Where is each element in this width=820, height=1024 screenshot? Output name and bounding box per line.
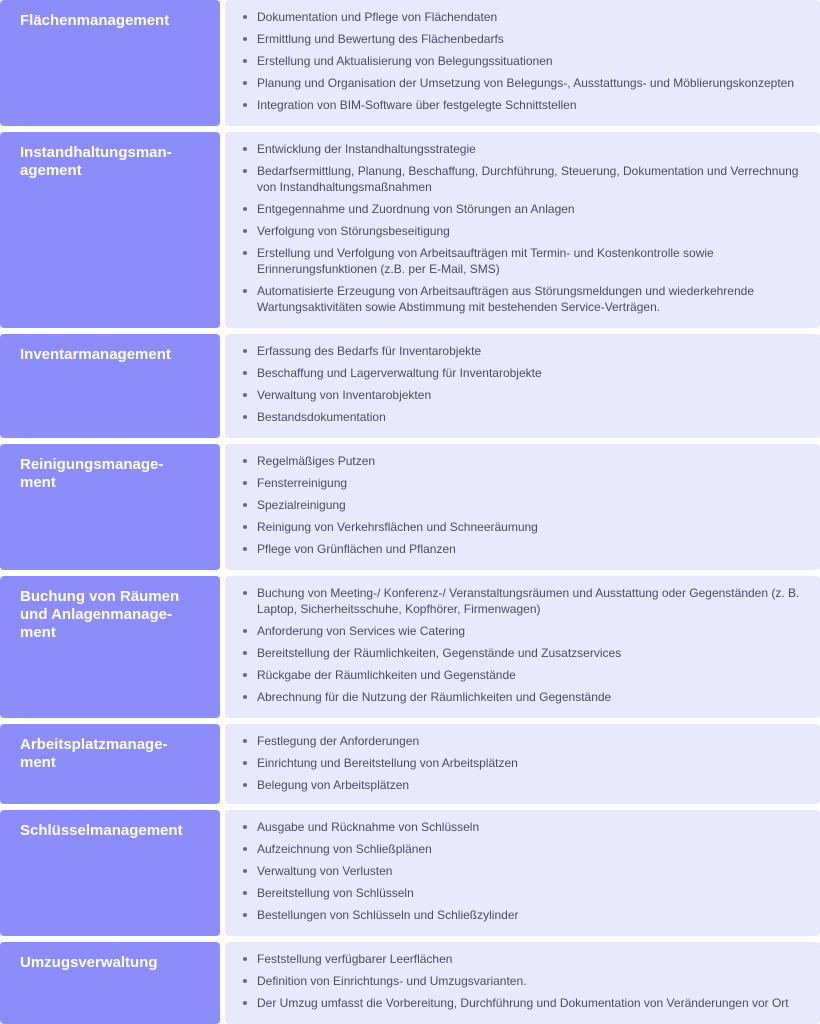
section-title: Reinigungsmanage- ment [0,444,220,570]
list-item: Dokumentation und Pflege von Flächendaten [237,9,810,25]
list-item: Entgegennahme und Zuordnung von Störungen an Anlagen [237,201,810,217]
section-title: Instandhaltungsman- agement [0,132,220,328]
section-row-flaechenmanagement [0,0,820,126]
list-item: Aufzeichnung von Schließplänen [237,841,810,857]
list-item: Integration von BIM-Software über festgelegte Schnittstellen [237,97,810,113]
list-item: Abrechnung für die Nutzung der Räumlichkeiten und Gegenstände [237,689,810,705]
section-title: Inventarmanagement [0,334,220,438]
section-row-arbeitsplatz [0,724,820,804]
section-row-inventar [0,334,820,438]
list-item: Erstellung und Verfolgung von Arbeitsaufträgen mit Termin- und Kostenkontrolle sowie Erinnerungsfunktionen (z.B. per E-Mail, SMS) [237,245,810,277]
list-item: Fensterreinigung [237,475,810,491]
list-item: Bestellungen von Schlüsseln und Schließzylinder [237,907,810,923]
list-item: Ausgabe und Rücknahme von Schlüsseln [237,819,810,835]
list-item: Beschaffung und Lagerverwaltung für Inventarobjekte [237,365,810,381]
section-items [225,334,820,438]
list-item: Verwaltung von Verlusten [237,863,810,879]
list-item: Pflege von Grünflächen und Pflanzen [237,541,810,557]
list-item: Festlegung der Anforderungen [237,733,810,749]
section-title: Arbeitsplatzmanage- ment [0,724,220,804]
section-items [225,132,820,328]
section-row-umzug [0,942,820,1024]
section-title: Flächenmanagement [0,0,220,126]
list-item: Feststellung verfügbarer Leerflächen [237,951,810,967]
section-items [225,810,820,936]
section-row-schluessel [0,810,820,936]
list-item: Reinigung von Verkehrsflächen und Schneeräumung [237,519,810,535]
list-item: Verwaltung von Inventarobjekten [237,387,810,403]
section-title: Buchung von Räumen und Anlagenmanage- ment [0,576,220,718]
list-item: Bereitstellung von Schlüsseln [237,885,810,901]
section-row-reinigung [0,444,820,570]
list-item: Entwicklung der Instandhaltungsstrategie [237,141,810,157]
list-item: Planung und Organisation der Umsetzung von Belegungs-, Ausstattungs- und Möblierungskonzepten [237,75,810,91]
section-items [225,576,820,718]
section-items [225,0,820,126]
list-item: Der Umzug umfasst die Vorbereitung, Durchführung und Dokumentation von Veränderungen vor Ort [237,995,810,1011]
list-item: Definition von Einrichtungs- und Umzugsvarianten. [237,973,810,989]
section-items [225,444,820,570]
list-item: Bereitstellung der Räumlichkeiten, Gegenstände und Zusatzservices [237,645,810,661]
section-row-buchung [0,576,820,718]
list-item: Verfolgung von Störungsbeseitigung [237,223,810,239]
list-item: Einrichtung und Bereitstellung von Arbeitsplätzen [237,755,810,771]
section-title: Schlüsselmanagement [0,810,220,936]
section-items [225,724,820,804]
list-item: Rückgabe der Räumlichkeiten und Gegenstände [237,667,810,683]
list-item: Buchung von Meeting-/ Konferenz-/ Veranstaltungsräumen und Ausstattung oder Gegenständen (z. B. Laptop, Sicherheitsschuhe, Kopfhörer, Firmenwagen) [237,585,810,617]
list-item: Erstellung und Aktualisierung von Belegungssituationen [237,53,810,69]
list-item: Bestandsdokumentation [237,409,810,425]
list-item: Anforderung von Services wie Catering [237,623,810,639]
list-item: Erfassung des Bedarfs für Inventarobjekte [237,343,810,359]
list-item: Belegung von Arbeitsplätzen [237,777,810,793]
section-title: Umzugsverwaltung [0,942,220,1024]
section-items [225,942,820,1024]
list-item: Automatisierte Erzeugung von Arbeitsaufträgen aus Störungsmeldungen und wiederkehrende Wartungsaktivitäten sowie Abstimmung mit bestehenden Service-Verträgen. [237,283,810,315]
section-row-instandhaltung [0,132,820,328]
list-item: Regelmäßiges Putzen [237,453,810,469]
list-item: Ermittlung und Bewertung des Flächenbedarfs [237,31,810,47]
list-item: Spezialreinigung [237,497,810,513]
list-item: Bedarfsermittlung, Planung, Beschaffung, Durchführung, Steuerung, Dokumentation und Verrechnung von Instandhaltungsmaßnahmen [237,163,810,195]
